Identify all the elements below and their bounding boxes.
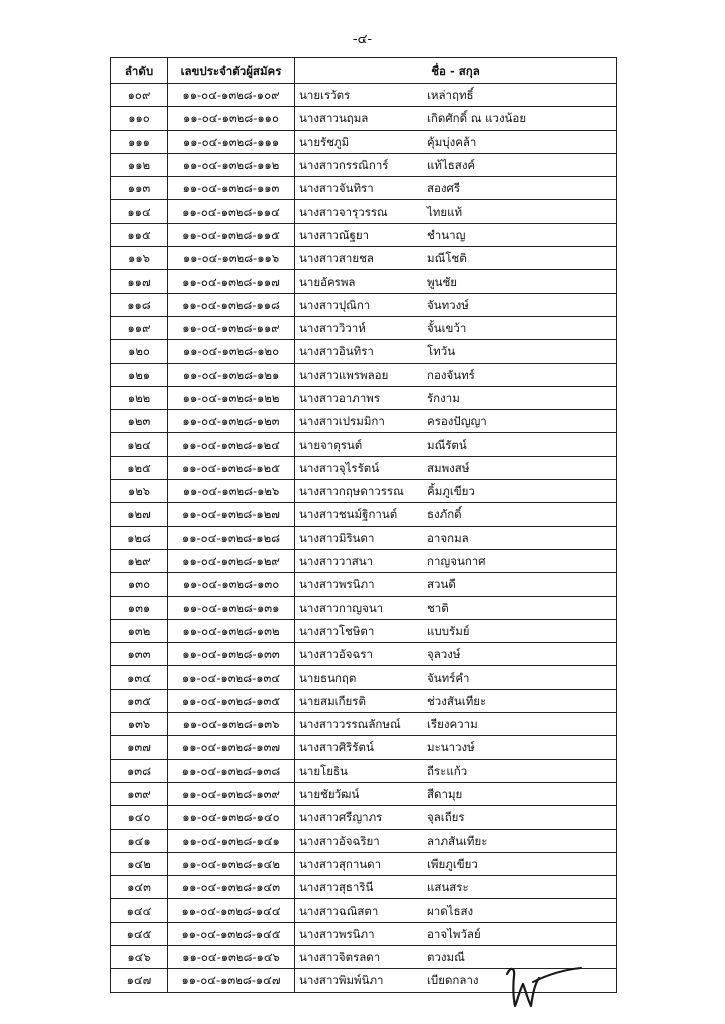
cell-sequence: ๑๒๐ — [111, 340, 168, 363]
cell-full-name — [295, 293, 617, 316]
last-name: สีดามุย — [427, 787, 463, 802]
cell-applicant-id: ๑๑-๐๔-๑๓๒๘-๑๓๗ — [168, 736, 295, 759]
last-name: กาญจนกาศ — [427, 554, 486, 569]
cell-full-name — [295, 503, 617, 526]
last-name: รักงาม — [427, 391, 460, 405]
table-row — [111, 596, 617, 619]
cell-sequence: ๑๒๙ — [111, 549, 168, 572]
cell-full-name — [295, 526, 617, 549]
cell-applicant-id: ๑๑-๐๔-๑๓๒๘-๑๑๓ — [168, 177, 295, 200]
first-name: นางสาววิวาห์ — [299, 321, 366, 336]
cell-applicant-id: ๑๑-๐๔-๑๓๒๘-๑๑๒ — [168, 153, 295, 176]
first-name: นางสาวกรรณิการ์ — [299, 158, 389, 173]
table-row — [111, 852, 617, 875]
last-name: จุลวงษ์ — [427, 647, 461, 662]
cell-sequence: ๑๑๘ — [111, 293, 168, 316]
first-name: นางสาวกาญจนา — [299, 600, 384, 615]
table-row — [111, 247, 617, 270]
table-row — [111, 759, 617, 782]
cell-sequence: ๑๔๑ — [111, 829, 168, 852]
table-row — [111, 689, 617, 712]
first-name: นางสาวพรนิภา — [299, 577, 375, 592]
first-name: นายอัครพล — [299, 274, 356, 289]
cell-sequence: ๑๑๒ — [111, 153, 168, 176]
last-name: ครองปัญญา — [427, 414, 487, 429]
cell-sequence: ๑๔๓ — [111, 876, 168, 899]
cell-sequence: ๑๑๖ — [111, 247, 168, 270]
first-name: นางสาวจารุวรรณ — [299, 204, 388, 219]
cell-full-name — [295, 84, 617, 107]
first-name: นางสาวพรนิภา — [299, 926, 375, 941]
last-name: จันทร์คำ — [427, 670, 470, 685]
first-name: นางสาววาสนา — [299, 554, 374, 569]
last-name: เกิดศักดิ์ ณ แวงน้อย — [427, 111, 527, 126]
first-name: นางสาวโชษิตา — [299, 623, 375, 638]
last-name: ผาดไธสง — [427, 903, 474, 918]
last-name: แสนสระ — [427, 880, 469, 895]
cell-full-name — [295, 386, 617, 409]
cell-sequence: ๑๓๘ — [111, 759, 168, 782]
cell-sequence: ๑๑๐ — [111, 107, 168, 130]
cell-sequence: ๑๒๗ — [111, 503, 168, 526]
first-name: นางสาววรรณลักษณ์ — [299, 717, 401, 732]
table-row — [111, 433, 617, 456]
cell-applicant-id: ๑๑-๐๔-๑๓๒๘-๑๑๐ — [168, 107, 295, 130]
cell-applicant-id: ๑๑-๐๔-๑๓๒๘-๑๓๐ — [168, 573, 295, 596]
last-name: ถีระแก้ว — [427, 763, 468, 778]
cell-sequence: ๑๓๖ — [111, 713, 168, 736]
cell-full-name — [295, 759, 617, 782]
header-sequence: ลำดับ — [111, 58, 168, 84]
cell-sequence: ๑๑๕ — [111, 223, 168, 246]
page-number: -๔- — [352, 32, 373, 47]
last-name: เบียดกลาง — [427, 973, 479, 988]
cell-applicant-id: ๑๑-๐๔-๑๓๒๘-๑๒๗ — [168, 503, 295, 526]
first-name: นายเรวัตร — [299, 88, 351, 103]
cell-full-name — [295, 433, 617, 456]
table-row — [111, 713, 617, 736]
last-name: โทวัน — [427, 344, 456, 359]
cell-applicant-id: ๑๑-๐๔-๑๓๒๘-๑๔๓ — [168, 876, 295, 899]
cell-applicant-id: ๑๑-๐๔-๑๓๒๘-๑๔๔ — [168, 899, 295, 922]
cell-applicant-id: ๑๑-๐๔-๑๓๒๘-๑๓๖ — [168, 713, 295, 736]
last-name: คิ้มภูเขียว — [427, 484, 475, 499]
cell-applicant-id: ๑๑-๐๔-๑๓๒๘-๑๔๐ — [168, 806, 295, 829]
cell-full-name — [295, 782, 617, 805]
last-name: ตวงมณี — [427, 950, 465, 965]
last-name: อาจกมล — [427, 530, 469, 545]
last-name: คุ้มบุ่งคล้า — [427, 134, 477, 149]
cell-applicant-id: ๑๑-๐๔-๑๓๒๘-๑๔๒ — [168, 852, 295, 875]
first-name: นางสาวสายชล — [299, 251, 374, 266]
cell-sequence: ๑๒๔ — [111, 433, 168, 456]
cell-sequence: ๑๑๓ — [111, 177, 168, 200]
cell-full-name — [295, 713, 617, 736]
cell-sequence: ๑๒๒ — [111, 386, 168, 409]
cell-full-name — [295, 899, 617, 922]
table-row — [111, 270, 617, 293]
cell-applicant-id: ๑๑-๐๔-๑๓๒๘-๑๒๘ — [168, 526, 295, 549]
first-name: นางสาวเปรมมิกา — [299, 414, 385, 429]
last-name: จุลเถียร — [427, 810, 465, 825]
cell-sequence: ๑๑๔ — [111, 200, 168, 223]
cell-full-name — [295, 829, 617, 852]
cell-sequence: ๑๓๙ — [111, 782, 168, 805]
first-name: นายรัชภูมิ — [299, 134, 350, 149]
cell-full-name — [295, 619, 617, 642]
cell-sequence: ๑๒๓ — [111, 410, 168, 433]
cell-sequence: ๑๓๔ — [111, 666, 168, 689]
table-row — [111, 736, 617, 759]
cell-applicant-id: ๑๑-๐๔-๑๓๒๘-๑๒๑ — [168, 363, 295, 386]
cell-sequence: ๑๓๐ — [111, 573, 168, 596]
cell-applicant-id: ๑๑-๐๔-๑๓๒๘-๑๑๖ — [168, 247, 295, 270]
cell-full-name — [295, 876, 617, 899]
table-row — [111, 340, 617, 363]
cell-sequence: ๑๓๒ — [111, 619, 168, 642]
last-name: กองจันทร์ — [427, 367, 475, 382]
cell-sequence: ๑๒๘ — [111, 526, 168, 549]
cell-applicant-id: ๑๑-๐๔-๑๓๒๘-๑๓๘ — [168, 759, 295, 782]
cell-applicant-id: ๑๑-๐๔-๑๓๒๘-๑๒๖ — [168, 480, 295, 503]
cell-sequence: ๑๔๖ — [111, 945, 168, 968]
cell-sequence: ๑๒๖ — [111, 480, 168, 503]
cell-full-name — [295, 689, 617, 712]
last-name: จั้นเขว้า — [427, 321, 467, 336]
cell-applicant-id: ๑๑-๐๔-๑๓๒๘-๑๓๑ — [168, 596, 295, 619]
cell-applicant-id: ๑๑-๐๔-๑๓๒๘-๑๓๕ — [168, 689, 295, 712]
first-name: นางสาวศิริรัตน์ — [299, 740, 374, 755]
table-row — [111, 480, 617, 503]
cell-full-name — [295, 340, 617, 363]
table-row — [111, 386, 617, 409]
cell-applicant-id: ๑๑-๐๔-๑๓๒๘-๑๒๐ — [168, 340, 295, 363]
first-name: นายชัยวัฒน์ — [299, 787, 360, 802]
last-name: มณีโชติ — [427, 251, 467, 266]
cell-full-name — [295, 270, 617, 293]
table-row — [111, 829, 617, 852]
cell-sequence: ๑๒๕ — [111, 456, 168, 479]
last-name: ชาติ — [427, 600, 449, 615]
table-row — [111, 666, 617, 689]
cell-full-name — [295, 922, 617, 945]
cell-full-name — [295, 573, 617, 596]
cell-sequence: ๑๑๗ — [111, 270, 168, 293]
last-name: จันทวงษ์ — [427, 297, 469, 312]
cell-applicant-id: ๑๑-๐๔-๑๓๒๘-๑๒๙ — [168, 549, 295, 572]
cell-sequence: ๑๑๑ — [111, 130, 168, 153]
cell-sequence: ๑๔๗ — [111, 969, 168, 992]
first-name: นางสาวอินทิรา — [299, 344, 374, 359]
cell-applicant-id: ๑๑-๐๔-๑๓๒๘-๑๒๒ — [168, 386, 295, 409]
last-name: แบบรัมย์ — [427, 623, 470, 638]
cell-full-name — [295, 223, 617, 246]
cell-sequence: ๑๔๐ — [111, 806, 168, 829]
last-name: มะนาวงษ์ — [427, 740, 475, 755]
cell-full-name — [295, 806, 617, 829]
cell-sequence: ๑๔๒ — [111, 852, 168, 875]
cell-full-name — [295, 316, 617, 339]
table-row — [111, 456, 617, 479]
last-name: สมพงสษ์ — [427, 460, 470, 475]
applicant-table — [110, 57, 617, 993]
last-name: เพียภูเขียว — [427, 856, 478, 871]
last-name: สองศรี — [427, 181, 461, 196]
table-row — [111, 177, 617, 200]
cell-applicant-id: ๑๑-๐๔-๑๓๒๘-๑๑๔ — [168, 200, 295, 223]
cell-applicant-id: ๑๑-๐๔-๑๓๒๘-๑๒๔ — [168, 433, 295, 456]
cell-sequence: ๑๒๑ — [111, 363, 168, 386]
last-name: เหล่าฤทธิ์ — [427, 88, 474, 103]
first-name: นางสาวปุณิกา — [299, 297, 371, 312]
first-name: นายโยธิน — [299, 763, 348, 778]
cell-applicant-id: ๑๑-๐๔-๑๓๒๘-๑๑๙ — [168, 316, 295, 339]
cell-sequence: ๑๔๕ — [111, 922, 168, 945]
first-name: นางสาวจุไรรัตน์ — [299, 460, 380, 475]
last-name: ชำนาญ — [427, 227, 466, 242]
cell-applicant-id: ๑๑-๐๔-๑๓๒๘-๑๔๕ — [168, 922, 295, 945]
cell-applicant-id: ๑๑-๐๔-๑๓๒๘-๑๐๙ — [168, 84, 295, 107]
cell-full-name — [295, 363, 617, 386]
cell-full-name — [295, 177, 617, 200]
table-row — [111, 503, 617, 526]
cell-sequence: ๑๓๑ — [111, 596, 168, 619]
first-name: นางสาวอัจฉริยา — [299, 833, 380, 848]
cell-sequence: ๑๐๙ — [111, 84, 168, 107]
table-row — [111, 643, 617, 666]
cell-sequence: ๑๓๗ — [111, 736, 168, 759]
cell-full-name — [295, 852, 617, 875]
first-name: นางสาวสุกานดา — [299, 856, 382, 871]
last-name: ลาภสันเทียะ — [427, 833, 488, 848]
first-name: นางสาวมิรินดา — [299, 530, 375, 545]
first-name: นางสาวณัฐยา — [299, 227, 370, 242]
cell-full-name — [295, 480, 617, 503]
cell-full-name — [295, 247, 617, 270]
table-row — [111, 153, 617, 176]
table-row — [111, 549, 617, 572]
table-row — [111, 526, 617, 549]
last-name: แท้ไธสงค์ — [427, 158, 476, 173]
first-name: นางสาวอาภาพร — [299, 391, 381, 405]
cell-full-name — [295, 596, 617, 619]
last-name: พูนชัย — [427, 274, 457, 289]
table-row — [111, 782, 617, 805]
first-name: นางสาวศรีญาภร — [299, 810, 383, 825]
cell-full-name — [295, 736, 617, 759]
cell-full-name — [295, 456, 617, 479]
first-name: นางสาวฉณิสตา — [299, 903, 379, 918]
first-name: นางสาวสุธารินี — [299, 880, 374, 895]
cell-full-name — [295, 200, 617, 223]
cell-applicant-id: ๑๑-๐๔-๑๓๒๘-๑๓๒ — [168, 619, 295, 642]
table-row — [111, 316, 617, 339]
first-name: นางสาวอัจฉรา — [299, 647, 373, 662]
first-name: นางสาวพิมพ์นิภา — [299, 973, 384, 988]
cell-applicant-id: ๑๑-๐๔-๑๓๒๘-๑๒๕ — [168, 456, 295, 479]
last-name: มณีรัตน์ — [427, 437, 467, 452]
first-name: นายสมเกียรติ — [299, 693, 366, 708]
cell-full-name — [295, 410, 617, 433]
cell-full-name — [295, 107, 617, 130]
first-name: นายธนกฤต — [299, 670, 357, 685]
table-row — [111, 200, 617, 223]
cell-full-name — [295, 643, 617, 666]
first-name: นางสาวแพรพลอย — [299, 367, 389, 382]
cell-applicant-id: ๑๑-๐๔-๑๓๒๘-๑๑๘ — [168, 293, 295, 316]
cell-applicant-id: ๑๑-๐๔-๑๓๒๘-๑๓๙ — [168, 782, 295, 805]
cell-full-name — [295, 666, 617, 689]
cell-sequence: ๑๔๔ — [111, 899, 168, 922]
cell-applicant-id: ๑๑-๐๔-๑๓๒๘-๑๑๕ — [168, 223, 295, 246]
cell-applicant-id: ๑๑-๐๔-๑๓๒๘-๑๑๗ — [168, 270, 295, 293]
last-name: ธงภักดิ์ — [427, 507, 462, 522]
table-row — [111, 876, 617, 899]
table-row — [111, 84, 617, 107]
first-name: นายจาตุรนต์ — [299, 437, 363, 452]
first-name: นางสาวจิตรลดา — [299, 950, 381, 965]
last-name: เรียงความ — [427, 717, 478, 732]
cell-applicant-id: ๑๑-๐๔-๑๓๒๘-๑๓๔ — [168, 666, 295, 689]
table-header-row — [111, 58, 617, 84]
cell-sequence: ๑๓๕ — [111, 689, 168, 712]
first-name: นางสาวกฤษดาวรรณ — [299, 484, 404, 499]
table-row — [111, 619, 617, 642]
cell-sequence: ๑๑๙ — [111, 316, 168, 339]
table-row — [111, 223, 617, 246]
cell-applicant-id: ๑๑-๐๔-๑๓๒๘-๑๔๑ — [168, 829, 295, 852]
cell-full-name — [295, 549, 617, 572]
table-row — [111, 363, 617, 386]
first-name: นางสาวนฤมล — [299, 111, 369, 126]
cell-applicant-id: ๑๑-๐๔-๑๓๒๘-๑๔๗ — [168, 969, 295, 992]
table-row — [111, 806, 617, 829]
cell-applicant-id: ๑๑-๐๔-๑๓๒๘-๑๑๑ — [168, 130, 295, 153]
table-row — [111, 107, 617, 130]
table-row — [111, 410, 617, 433]
table-body — [111, 84, 617, 993]
first-name: นางสาวชนม์ฐิกานต์ — [299, 507, 398, 522]
last-name: อาจไพวัลย์ — [427, 926, 481, 941]
cell-sequence: ๑๓๓ — [111, 643, 168, 666]
last-name: ไทยแท้ — [427, 204, 463, 219]
last-name: ช่วงสันเทียะ — [427, 693, 487, 708]
header-applicant-id: เลขประจำตัวผู้สมัคร — [168, 58, 295, 84]
header-full-name: ชื่อ - สกุล — [295, 58, 617, 84]
cell-full-name — [295, 130, 617, 153]
first-name: นางสาวจันทิรา — [299, 181, 374, 196]
last-name: สวนดี — [427, 577, 456, 592]
table-row — [111, 130, 617, 153]
table-row — [111, 293, 617, 316]
cell-full-name — [295, 153, 617, 176]
cell-applicant-id: ๑๑-๐๔-๑๓๒๘-๑๒๓ — [168, 410, 295, 433]
cell-applicant-id: ๑๑-๐๔-๑๓๒๘-๑๓๓ — [168, 643, 295, 666]
table-row — [111, 899, 617, 922]
table-row — [111, 922, 617, 945]
cell-applicant-id: ๑๑-๐๔-๑๓๒๘-๑๔๖ — [168, 945, 295, 968]
signature-initials — [505, 962, 585, 1010]
table-row — [111, 573, 617, 596]
